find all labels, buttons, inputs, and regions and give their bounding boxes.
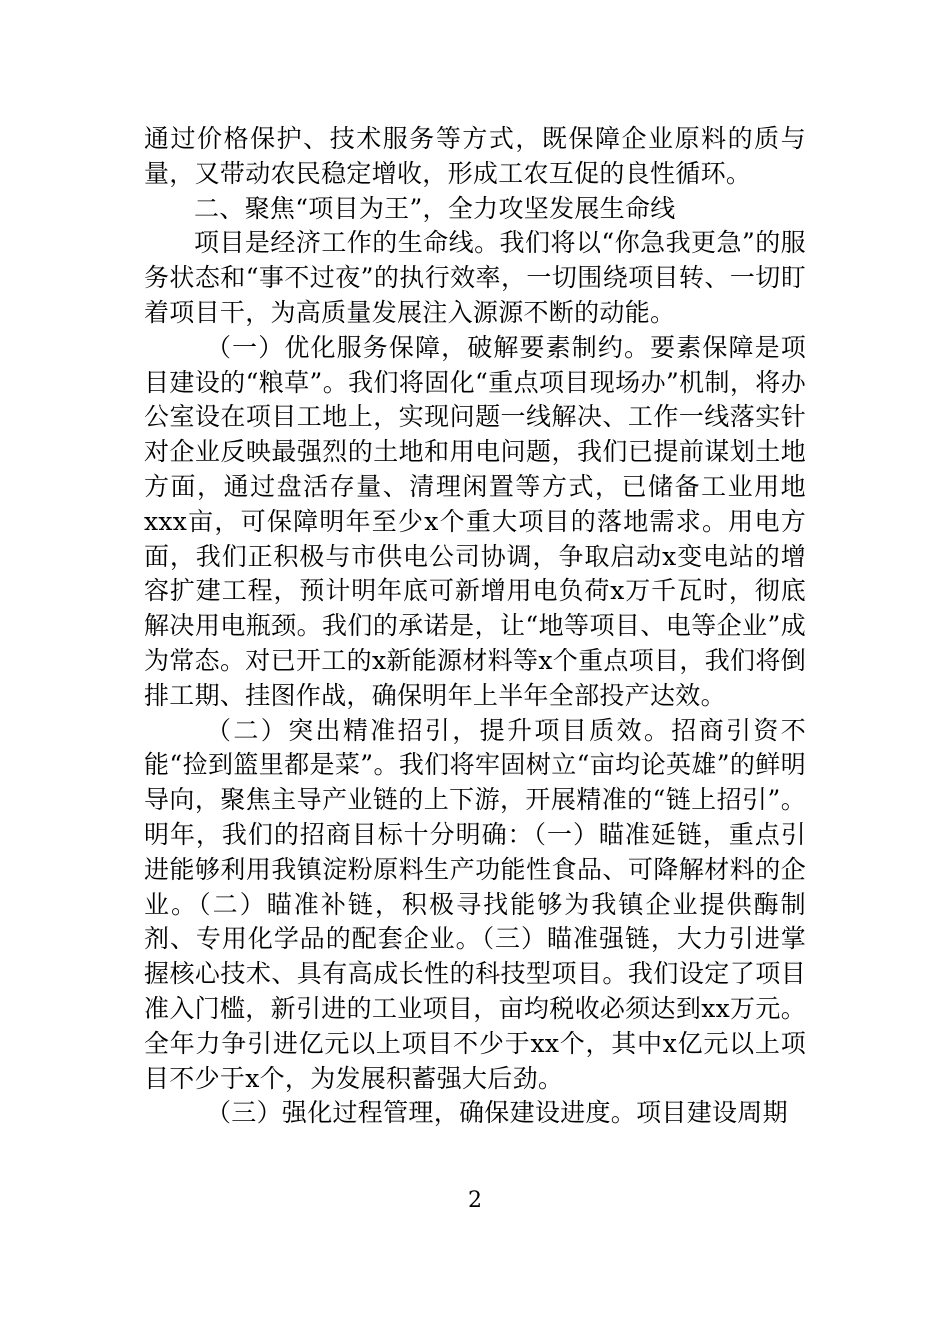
paragraph-intro: 项目是经济工作的生命线。我们将以“你急我更急”的服务状态和“事不过夜”的执行效率，一切围绕项目转、一切盯着项目干，为高质量发展注入源源不断的动能。: [144, 228, 806, 327]
paragraph-continuation: 通过价格保护、技术服务等方式，既保障企业原料的质与量，又带动农民稳定增收，形成工农互促的良性循环。: [144, 124, 806, 188]
section-heading: 二、聚焦“项目为王”，全力攻坚发展生命线: [194, 193, 676, 223]
paragraph-process-management: （三）强化过程管理，确保建设进度。项目建设周期: [206, 1098, 788, 1128]
paragraph-service-guarantee: （一）优化服务保障，破解要素制约。要素保障是项目建设的“粮草”。我们将固化“重点项目现场办”机制，将办公室设在项目工地上，实现问题一线解决、工作一线落实针对企业反映最强烈的土地和用电问题，我们已提前谋划土地方面，通过盘活存量、清理闲置等方式，已储备工业用地xxx亩，可保障明年至少x个重大项目的落地需求。用电方面，我们正积极与市供电公司协调，争取启动x变电站的增容扩建工程，预计明年底可新增用电负荷x万千瓦时，彻底解决用电瓶颈。我们的承诺是，让“地等项目、电等企业”成为常态。对已开工的x新能源材料等x个重点项目，我们将倒排工期、挂图作战，确保明年上半年全部投产达效。: [144, 332, 806, 710]
paragraph-precise-investment: （二）突出精准招引，提升项目质效。招商引资不能“捡到篮里都是菜”。我们将牢固树立“亩均论英雄”的鲜明导向，聚焦主导产业链的上下游，开展精准的“链上招引”。明年，我们的招商目标十分明确：（一）瞄准延链，重点引进能够利用我镇淀粉原料生产功能性食品、可降解材料的企业。（二）瞄准补链，积极寻找能够为我镇企业提供酶制剂、专用化学品的配套企业。（三）瞄准强链，大力引进掌握核心技术、具有高成长性的科技型项目。我们设定了项目准入门槛，新引进的工业项目，亩均税收必须达到xx万元。全年力争引进亿元以上项目不少于xx个，其中x亿元以上项目不少于x个，为发展积蓄强大后劲。: [144, 715, 806, 1093]
page-number: 2: [468, 1188, 482, 1213]
body-text: [144, 122, 806, 1131]
